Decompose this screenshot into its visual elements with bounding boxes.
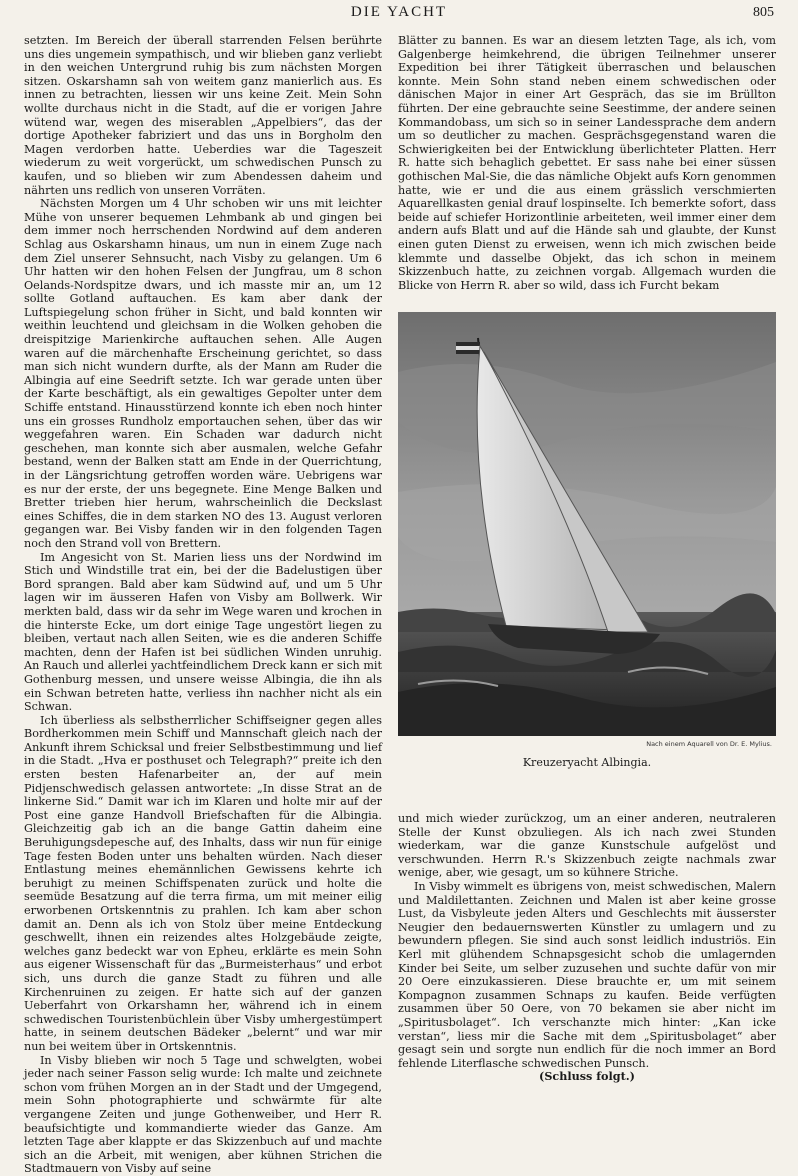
right-column-bottom [398,812,776,1082]
paragraph: Im Angesicht von St. Marien liess uns der Nordwind im Stich und Windstille trat ein, bei der die Badelustigen über Bord sprangen. Bald aber kam Südwind auf, und um 5 Uhr lagen wir im äusseren Hafen von Visby am Bollwerk. Wir merkten bald, dass wir da sehr im Wege waren und krochen in die hinterste Ecke, um dort einige Tage ungestört liegen zu bleiben, vertaut nach allen Seiten, wie es die anderen Schiffe machten, denn der Hafen ist bei südlichen Winden unruhig. An Rauch und allerlei yachtfeindlichem Dreck kann er sich mit Gothenburg messen, und unsere weisse Albingia, die ihn als ein Schwan betreten hatte, verliess ihn nachher nicht als ein Schwan. [24,550,382,714]
watercolor-yacht-image [398,312,776,736]
running-header [0,4,798,26]
paragraph: und mich wieder zurückzog, um an einer anderen, neutraleren Stelle der Kunst obzuliegen. Als ich nach zwei Stunden wiederkam, war die ganze Kunstschule aufgelöst und verschwunden. Herrn R.'s Skizzenbuch zeigte nachmals zwar wenige, aber, wie gesagt, um so kühnere Striche. [398,812,776,880]
continuation-note: (Schluss folgt.) [539,1069,635,1084]
paragraph: setzten. Im Bereich der überall starrenden Felsen berührte uns dies ungemein sympathisch, und wir blieben ganz verliebt in den weichen Untergrund ruhig bis zum nächsten Morgen sitzen. Oskarshamn sah von weitem ganz manierlich aus. Es innen zu betrachten, liessen wir uns keine Zeit. Mein Sohn wollte durchaus nicht in die Stadt, auf die er vorigen Jahre wütend war, wegen des miserablen „Appelbiers“, das der dortige Apotheker fabriziert und das uns in Borgholm den Magen verdorben hatte. Ueberdies war die Tageszeit wiederum zu weit vorgerückt, um schwedischen Punsch zu kaufen, und so blieben wir zum Abendessen daheim und nährten uns redlich von unseren Vorräten. [24,34,382,197]
image-credit: Nach einem Aquarell von Dr. E. Mylius. [646,740,772,748]
paragraph: Nächsten Morgen um 4 Uhr schoben wir uns mit leichter Mühe von unserer bequemen Lehmbank ab und gingen bei dem immer noch herrschenden Nordwind auf dem anderen Schlag aus Oskarshamn hinaus, um nun in einem Zuge nach dem Ziel unserer Sehnsucht, nach Visby zu gelangen. Um 6 Uhr hatten wir den hohen Felsen der Jungfrau, um 8 schon Oelands-Nordspitze dwars, und ich masste mir an, um 12 sollte Gotland auftauchen. Es kam aber dank der Luftspiegelung schon früher in Sicht, und bald konnten wir weithin leuchtend und gleichsam in die Wolken gehoben die dreispitzige Marienkirche auftauchen sehen. Alle Augen waren auf die märchenhafte Erscheinung gerichtet, so dass man sich nicht wundern durfte, als der Mann am Ruder die Albingia auf eine Seedrift setzte. Ich war gerade unten über der Karte beschäftigt, als ein gewaltiges Gepolter unter dem Schiffe entstand. Hinausstürzend konnte ich eben noch hinter uns ein grosses Rundholz emportauchen sehen, über das wir weggefahren waren. Ein Schaden war dadurch nicht geschehen, man konnte sich aber ausmalen, welche Gefahr bestand, wenn der Balken statt am Ende in der Querrichtung, in der Längsrichtung getroffen worden wäre. Uebrigens war es nur der erste, der uns begegnete. Eine Menge Balken und Bretter trieben hier herum, wahrscheinlich die Deckslast eines Schiffes, die in dem starken NO des 13. August verloren gegangen war. Bei Visby fanden wir in den folgenden Tagen noch den Strand voll von Brettern. [24,197,382,550]
right-column-top [398,34,776,292]
left-column [24,34,382,1176]
paragraph: Ich überliess als selbstherrlicher Schiffseigner gegen alles Bordherkommen mein Schiff und Mannschaft gleich nach der Ankunft ihrem Schicksal und freier Selbstbestimmung und lief in die Stadt. „Hva er posthuset och Telegraph?“ preite ich den ersten besten Hafenarbeiter an, der auf mein Pidjenschwedisch gelassen antwortete: „In disse Strat an de linkerne Sid.“ Damit war ich im Klaren und holte mir auf der Post eine ganze Handvoll Briefschaften für die Albingia. Gleichzeitig gab ich an die bange Gattin daheim eine Beruhigungsdepesche auf, des Inhalts, dass wir nun für einige Tage festen Boden unter uns behalten würden. Nach dieser Entlastung meines ehemännlichen Gewissens kehrte ich beruhigt zu meinen Schiffspenaten zurück und holte die seemüde Besatzung auf die terra firma, um mit meiner eilig erworbenen Ortskenntnis zu prahlen. Ich kam aber schon damit an. Denn als ich von Stolz über meine Entdeckung geschwellt, ihnen ein reizendes altes Holzgebäude zeigte, welches ganz bedeckt war von Epheu, erklärte es mein Sohn aus eigener Wissenschaft für das „Burmeisterhaus“ und erbot sich, uns durch die ganze Stadt zu führen und alle Kirchenruinen zu zeigen. Er hatte sich auf der ganzen Ueberfahrt von Orkarshamn her, während ich in einem schwedischen Touristenbüchlein über Visby umhergestümpert hatte, in seinem deutschen Bädeker „belernt“ und war mir nun bei weitem über in Ortskenntnis. [24,713,382,1053]
yacht-illustration [398,312,776,804]
figure-caption: Kreuzeryacht Albingia. [522,756,652,769]
paragraph: In Visby blieben wir noch 5 Tage und schwelgten, wobei jeder nach seiner Fasson selig wurde: Ich malte und zeichnete schon vom frühen Morgen an in der Stadt und der Umgegend, mein Sohn photographierte und schwärmte für alte vergangene Zeiten und junge Gothenweiber, und Herr R. beaufsichtigte und kommandierte wieder das Ganze. Am letzten Tage aber klappte er das Skizzenbuch auf und machte sich an die Arbeit, mit wenigen, aber kühnen Strichen die Stadtmauern von Visby auf seine [24,1053,382,1176]
paragraph: Blätter zu bannen. Es war an diesem letzten Tage, als ich, vom Galgenberge heimkehrend, die übrigen Teilnehmer unserer Expedition bei ihrer Tätigkeit überraschen und belauschen konnte. Mein Sohn stand neben einem schwedischen oder dänischen Major in einer Art Gespräch, das sie im Brüllton führten. Der eine gebrauchte seine Seestimme, der andere seinen Kommandobass, um sich so in seiner Landessprache dem andern um so deutlicher zu machen. Gesprächsgegenstand waren die Schwierigkeiten bei der Entwicklung überlichteter Platten. Herr R. hatte sich behaglich gebettet. Er sass nahe bei einer süssen gothischen Mal-Sie, die das nämliche Objekt aufs Korn genommen hatte, wie er und die aus einem grässlich verschmierten Aquarellkasten genial drauf lospinselte. Ich bemerkte sofort, dass beide auf schiefer Horizontlinie arbeiteten, weil immer einer dem andern aufs Blatt und auf die Hände sah und glaubte, der Kunst einen guten Dienst zu erweisen, wenn ich mich zwischen beide klemmte und dasselbe Objekt, das ich schon in meinem Skizzenbuch hatte, zu zeichnen vorgab. Allgemach wurden die Blicke von Herrn R. aber so wild, dass ich Furcht bekam [398,34,776,292]
magazine-title: DIE YACHT [350,4,448,20]
paragraph: In Visby wimmelt es übrigens von, meist schwedischen, Malern und Maldilettanten. Zeichnen und Malen ist aber keine grosse Lust, da Visbyleute jeden Alters und Geschlechts mit äusserster Neugier den bedauernswerten Künstler zu umlagern und zu bewundern pflegen. Sie sind auch sonst leidlich industriös. Ein Kerl mit glühendem Schnapsgesicht schob die umlagernden Kinder bei Seite, um selber zuzusehen und suchte dafür von mir 20 Oere einzukassieren. Diese brauchte er, um mit seinem Kompagnon zusammen Schnaps zu kaufen. Beide verfügten zusammen über 50 Oere, von 70 bekamen sie aber nicht im „Spiritusbolaget“. Ich verschanzte mich hinter: „Kan icke verstan“, liess mir die Sache mit dem „Spiritusbolaget“ aber gesagt sein und sorgte nun endlich für die noch immer an Bord fehlende Literflasche schwedischen Punsch. [398,879,776,1070]
flag-stripe [456,346,480,350]
page-number: 805 [753,5,774,20]
